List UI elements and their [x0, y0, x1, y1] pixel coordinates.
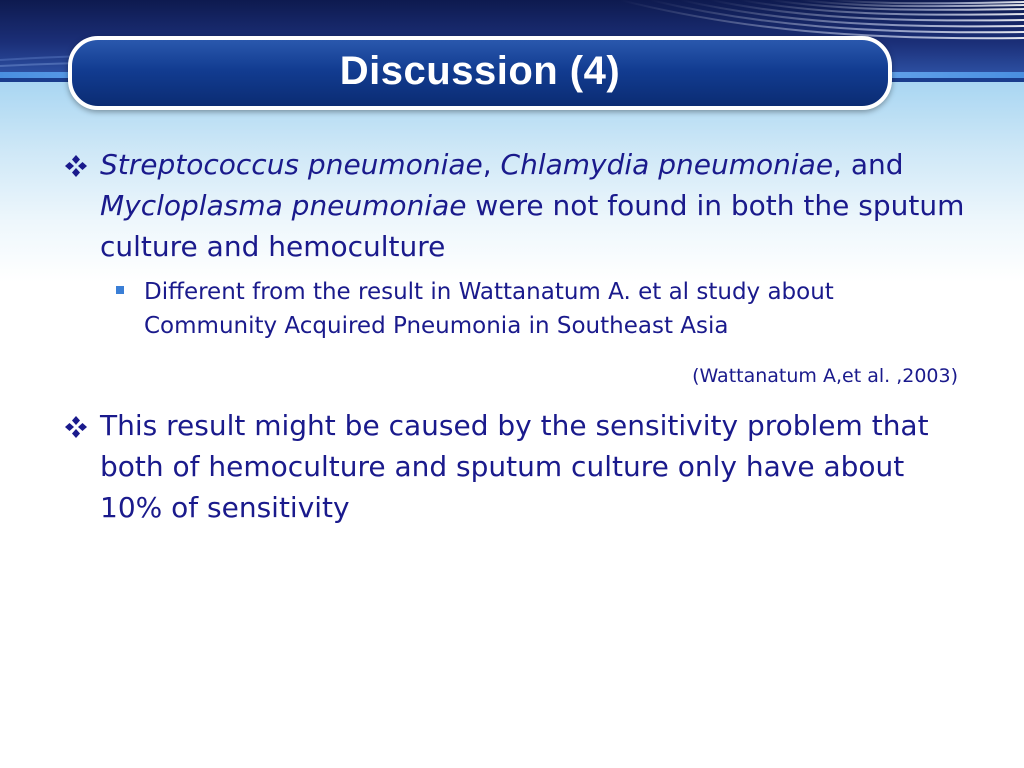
bullet-item-2	[62, 405, 972, 528]
slide-body	[62, 144, 972, 528]
bullet-2-text: This result might be caused by the sensitivity problem that both of hemoculture and sputum culture only have about 10% of sensitivity	[100, 409, 929, 524]
citation: (Wattanatum A,et al. ,2003)	[692, 365, 958, 387]
text-fragment: , and	[833, 148, 904, 181]
four-diamond-bullet-icon	[62, 413, 90, 441]
text-fragment: ,	[482, 148, 501, 181]
slide-title: Discussion (4)	[339, 48, 621, 93]
italic-term-chlamydia: Chlamydia pneumoniae	[500, 148, 834, 181]
title-banner	[68, 36, 892, 110]
sub-bullet-item-1	[62, 275, 972, 343]
sub-bullet-text: Different from the result in Wattanatum A. et al study about Community Acquired Pneumonia in Southeast Asia	[144, 279, 834, 339]
square-bullet-icon	[116, 286, 124, 294]
four-diamond-bullet-icon	[62, 152, 90, 180]
italic-term-streptococcus: Streptococcus pneumoniae	[100, 148, 483, 181]
italic-term-mycloplasma: Mycloplasma pneumoniae	[100, 189, 467, 222]
bullet-item-1	[62, 144, 972, 267]
bullet-1-text	[100, 148, 964, 263]
text-fragment: were not found in both the sputum culture and hemoculture	[100, 189, 965, 263]
